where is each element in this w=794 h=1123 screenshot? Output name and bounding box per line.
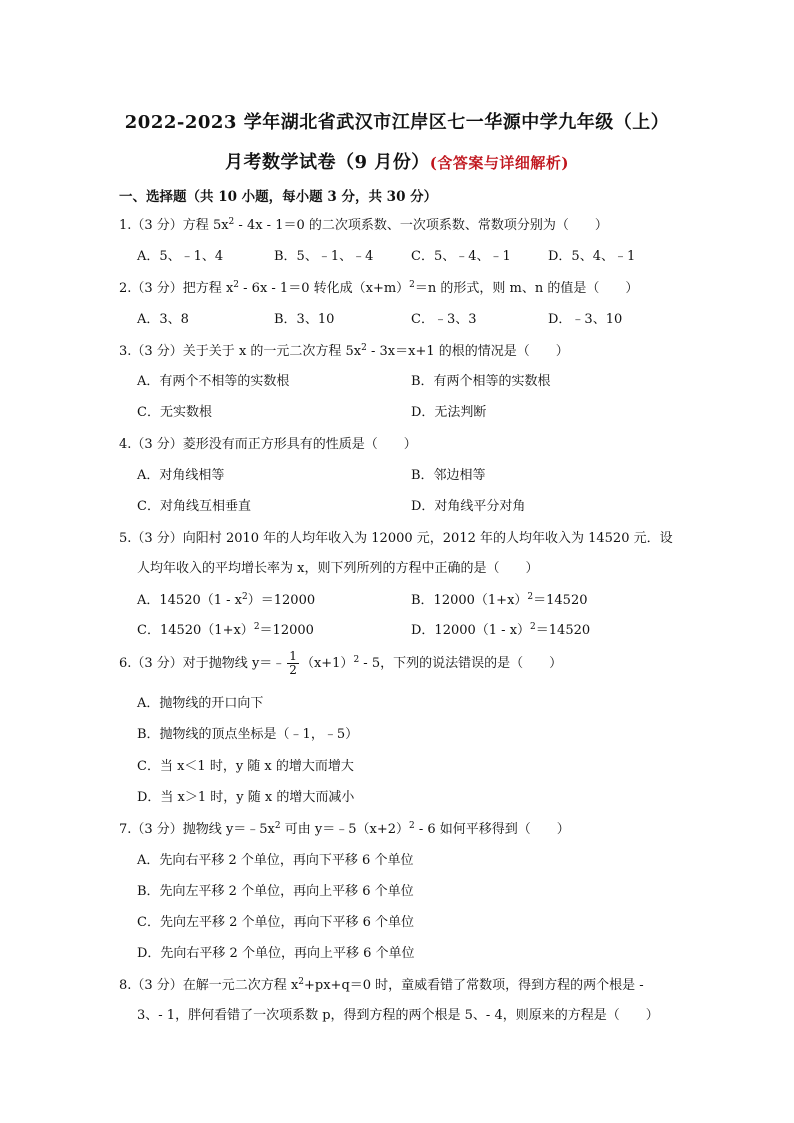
- q2-option-a: A．3、8: [137, 312, 189, 327]
- q4-option-a: A．对角线相等: [137, 468, 225, 483]
- q6-option-b: B．抛物线的顶点坐标是（﹣1，﹣5）: [137, 727, 359, 742]
- title-line-2: [0, 148, 794, 174]
- q1-option-c: C．5、﹣4、﹣1: [411, 249, 511, 264]
- question-8-line-2: 3、- 1，胖何看错了一次项系数 p，得到方程的两个根是 5、- 4，则原来的方程是（ ）: [137, 1008, 659, 1023]
- q7-option-b: B．先向左平移 2 个单位，再向上平移 6 个单位: [137, 884, 414, 899]
- fraction: $\frac{1}{2}$: [289, 649, 297, 677]
- q3-option-d: D．无法判断: [411, 405, 487, 420]
- q6-option-d: D．当 x＞1 时，y 随 x 的增大而减小: [137, 790, 355, 805]
- q2-option-b: B．3、10: [274, 312, 335, 327]
- q1-option-d: D．5、4、﹣1: [548, 249, 636, 264]
- q4-option-c: C．对角线互相垂直: [137, 499, 251, 514]
- title-note: (含答案与详细解析): [429, 154, 569, 172]
- question-4: 4.（3 分）菱形没有而正方形具有的性质是（ ）: [119, 437, 417, 452]
- q7-option-c: C．先向左平移 2 个单位，再向下平移 6 个单位: [137, 915, 415, 930]
- question-7: 7.（3 分）抛物线 $y=﹣5x^2$ 可由 $y=﹣5(x+2)^2 - 6$ 如何平移得到（ ）: [119, 821, 570, 837]
- q6-option-c: C．当 x＜1 时，y 随 x 的增大而增大: [137, 759, 354, 774]
- q7-option-a: A．先向右平移 2 个单位，再向下平移 6 个单位: [137, 853, 414, 868]
- q3-option-a: A．有两个不相等的实数根: [137, 374, 290, 389]
- question-6: 6.（3 分）对于抛物线 y＝﹣ $\frac{1}{2}$ $(x+1)^2 - 5$，下列的说法错误的是（ ）: [119, 649, 563, 677]
- q5-option-d: D．12000（1 - x）$^2$＝14520: [411, 622, 591, 638]
- q1-option-a: A．5、﹣1、4: [137, 249, 224, 264]
- q4-option-d: D．对角线平分对角: [411, 499, 526, 514]
- q6-option-a: A．抛物线的开口向下: [137, 696, 264, 711]
- q5-option-c: C．$14520(1+x)^2=12000$: [137, 622, 314, 638]
- title-main: 月考数学试卷（9 月份）: [225, 152, 430, 173]
- q2-option-d: D．﹣3、10: [548, 312, 623, 327]
- q4-option-b: B．邻边相等: [411, 468, 486, 483]
- q7-option-d: D．先向右平移 2 个单位，再向上平移 6 个单位: [137, 946, 415, 961]
- question-5-line-2: 人均年收入的平均增长率为 x，则下列所列的方程中正确的是（ ）: [137, 561, 539, 576]
- q5-option-b: B．$12000(1+x)^2=14520$: [411, 592, 588, 608]
- question-5-line-1: 5.（3 分）向阳村 2010 年的人均年收入为 12000 元，2012 年的人均年收入为 14520 元．设: [119, 531, 673, 546]
- section-heading: 一、选择题（共 10 小题，每小题 3 分，共 30 分）: [119, 189, 438, 205]
- q5-option-a: A．$14520(1 - x^2)=12000$: [137, 592, 316, 608]
- question-8-line-1: 8.（3 分）在解一元二次方程 $x^2+px+q=0$ 时，童威看错了常数项，得到方程的两个根是 -: [119, 977, 644, 993]
- q3-option-c: C．无实数根: [137, 405, 212, 420]
- question-1: 1.（3 分）方程 $5x^2 - 4x - 1=0$ 的二次项系数、一次项系数、常数项分别为（ ）: [119, 217, 608, 233]
- question-2: 2.（3 分）把方程 $x^2 - 6x - 1=0$ 转化成$(x+m)^2=n$ 的形式，则 m、n 的值是（ ）: [119, 280, 639, 296]
- title-line-1: 2022-2023 学年湖北省武汉市江岸区七一华源中学九年级（上）: [124, 112, 670, 133]
- question-3: 3.（3 分）关于关于 x 的一元二次方程 $5x^2 - 3x=x+1$ 的根的情况是（ ）: [119, 343, 569, 359]
- q1-option-b: B．5、﹣1、﹣4: [274, 249, 374, 264]
- q3-option-b: B．有两个相等的实数根: [411, 374, 551, 389]
- q2-option-c: C．﹣3、3: [411, 312, 477, 327]
